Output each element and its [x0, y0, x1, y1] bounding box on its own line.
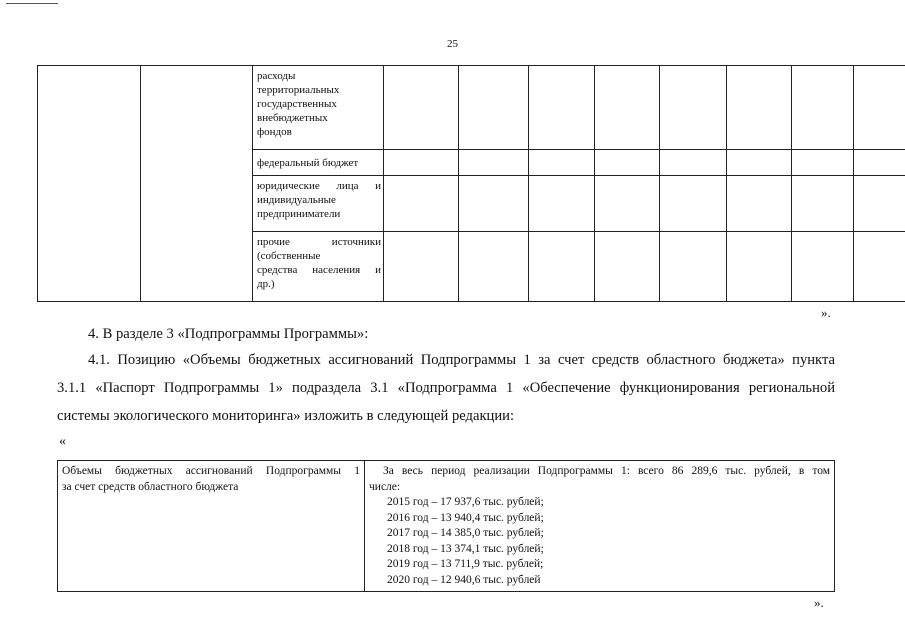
paragraph-line: 4.1. Позицию «Объемы бюджетных ассигнований Подпрограммы 1 за счет средств областного бюджета» пункта [88, 352, 835, 368]
table-cell [529, 232, 595, 302]
source-line: прочие источники [257, 236, 381, 248]
source-line: территориальных [257, 84, 340, 96]
table-cell [792, 66, 854, 150]
table-cell [792, 150, 854, 176]
total-line: числе: [369, 480, 401, 493]
opening-quote: « [59, 434, 66, 449]
table-cell [384, 66, 459, 150]
table-row [38, 66, 905, 150]
table-cell [792, 176, 854, 232]
allocation-label-cell [58, 461, 365, 592]
year-allocation: 2019 год – 13 711,9 тыс. рублей; [387, 558, 544, 570]
closing-quote: ». [814, 595, 824, 610]
table-cell [38, 66, 141, 302]
label-line: за счет средств областного бюджета [62, 480, 239, 493]
year-allocation: 2017 год – 14 385,0 тыс. рублей; [387, 527, 544, 539]
source-line: расходы [257, 70, 296, 82]
table-cell [595, 176, 660, 232]
source-line: внебюджетных [257, 112, 328, 124]
table-cell [595, 232, 660, 302]
table-cell [854, 66, 905, 150]
amendment-paragraph [57, 346, 835, 430]
funding-sources-table [37, 65, 905, 302]
table-cell [529, 150, 595, 176]
total-line: За весь период реализации Подпрограммы 1: всего 86 289,6 тыс. рублей, в том [383, 465, 830, 477]
year-allocation: 2020 год – 12 940,6 тыс. рублей [387, 573, 541, 586]
table-cell [384, 176, 459, 232]
source-line: др.) [257, 278, 275, 290]
label-line: Объемы бюджетных ассигнований Подпрограммы 1 [62, 465, 360, 477]
source-line: фондов [257, 126, 292, 138]
table-cell [660, 150, 727, 176]
source-line: федеральный бюджет [257, 157, 359, 169]
table-cell [660, 232, 727, 302]
closing-quote: ». [821, 305, 831, 320]
budget-allocation-table [57, 460, 835, 592]
table-cell [595, 150, 660, 176]
source-line: юридические лица и [257, 180, 381, 192]
table-cell [384, 232, 459, 302]
table-cell [727, 176, 792, 232]
table-cell [459, 176, 529, 232]
table-cell [854, 232, 905, 302]
table-cell [727, 66, 792, 150]
table-cell [854, 150, 905, 176]
table-cell [854, 176, 905, 232]
table-cell [595, 66, 660, 150]
allocation-value-cell [365, 461, 835, 592]
year-allocation: 2016 год – 13 940,4 тыс. рублей; [387, 511, 544, 524]
page-number: 25 [447, 38, 458, 50]
source-line: государственных [257, 98, 337, 110]
source-line: индивидуальные [257, 194, 336, 206]
table-row [58, 461, 835, 592]
table-cell [727, 232, 792, 302]
source-line: предприниматели [257, 208, 341, 220]
table-cell [141, 66, 253, 302]
table-cell [727, 150, 792, 176]
table-cell [529, 66, 595, 150]
table-cell [660, 176, 727, 232]
table-cell [792, 232, 854, 302]
table-cell [529, 176, 595, 232]
year-allocation: 2015 год – 17 937,6 тыс. рублей; [387, 496, 544, 508]
table-cell [660, 66, 727, 150]
table-cell [384, 150, 459, 176]
scan-artifact-line [6, 3, 58, 4]
paragraph-line: системы экологического мониторинга» изложить в следующей редакции: [57, 408, 515, 424]
table-cell [459, 150, 529, 176]
table-cell [459, 232, 529, 302]
year-allocation: 2018 год – 13 374,1 тыс. рублей; [387, 542, 544, 555]
table-cell [459, 66, 529, 150]
paragraph-line: 3.1.1 «Паспорт Подпрограммы 1» подраздела 3.1 «Подпрограмма 1 «Обеспечение функционирования региональной [57, 380, 835, 396]
funding-source-cell [253, 176, 384, 232]
funding-source-cell [253, 232, 384, 302]
funding-source-cell [253, 66, 384, 150]
funding-source-cell [253, 150, 384, 176]
source-line: (собственные [257, 250, 321, 262]
source-line: средства населения и [257, 264, 381, 276]
section-heading-paragraph: 4. В разделе 3 «Подпрограммы Программы»: [88, 326, 369, 342]
